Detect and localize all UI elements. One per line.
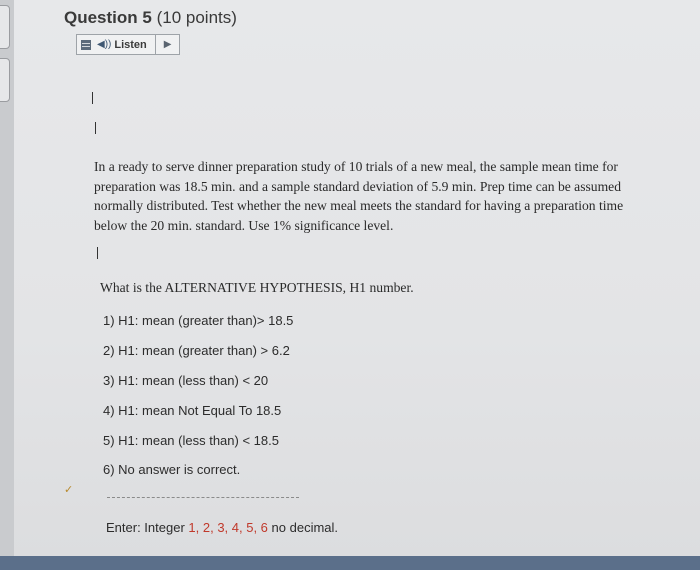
answer-option-3: 3) H1: mean (less than) < 20 [103,373,269,388]
grid-icon[interactable] [81,40,91,50]
listen-divider [155,35,156,54]
answer-option-4: 4) H1: mean Not Equal To 18.5 [103,403,282,418]
enter-numbers: 1, 2, 3, 4, 5, 6 [188,520,268,535]
answer-option-2: 2) H1: mean (greater than) > 6.2 [103,343,290,358]
text-cursor [97,247,98,259]
problem-statement: In a ready to serve dinner preparation study of 10 trials of a new meal, the sample mean time for preparation was 18.5 min. and a sample standard deviation of 5.9 min. Prep time can be assumed normally distributed. Test whether the new meal meets the standard for having a preparation time below the 20 min. standard. Use 1% significance level. [94,159,624,233]
rail-tab-middle[interactable] [0,58,10,102]
check-mark-icon: ✓ [64,484,74,496]
enter-instruction [106,520,338,535]
answer-option-6: 6) No answer is correct. [103,462,241,477]
bottom-bar [0,556,700,570]
answer-option-5: 5) H1: mean (less than) < 18.5 [103,433,279,448]
question-title [64,8,237,28]
text-cursor [92,92,93,104]
enter-suffix: no decimal. [271,520,339,535]
play-icon[interactable]: ▶ [163,39,172,50]
answer-option-1: 1) H1: mean (greater than)> 18.5 [103,313,294,328]
question-points: (10 points) [156,8,237,27]
enter-prefix: Enter: Integer [106,520,185,535]
question-number: Question 5 [64,8,152,27]
listen-button-label[interactable]: Listen [114,38,147,51]
answer-entry-line[interactable] [107,497,299,498]
listen-widget[interactable] [76,34,180,55]
text-cursor [95,122,96,134]
alternative-hypothesis-question: What is the ALTERNATIVE HYPOTHESIS, H1 number. [100,280,414,295]
speaker-icon: ◀)) [97,39,112,50]
left-rail [0,0,14,570]
rail-tab-top[interactable] [0,5,10,49]
